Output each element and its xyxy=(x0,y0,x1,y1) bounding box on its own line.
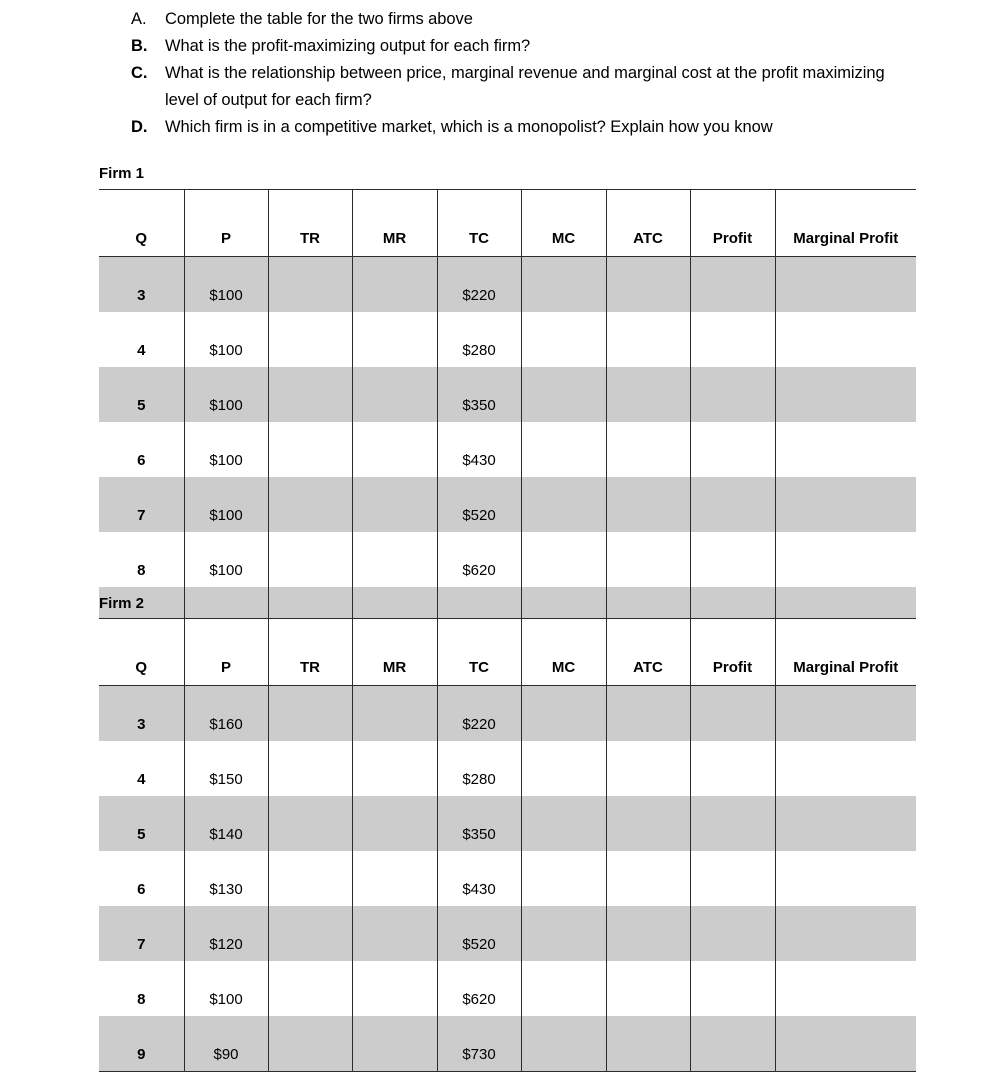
question-item xyxy=(131,33,921,60)
cell-profit[interactable] xyxy=(690,796,775,851)
cell-tc: $280 xyxy=(437,741,521,796)
cell-tr[interactable] xyxy=(268,312,352,367)
question-item xyxy=(131,114,921,141)
column-header-q: Q xyxy=(99,190,184,257)
table-row xyxy=(99,796,916,851)
column-header-mc: MC xyxy=(521,190,606,257)
cell-tr[interactable] xyxy=(268,906,352,961)
column-header-tr: TR xyxy=(268,190,352,257)
cell-marginal-profit[interactable] xyxy=(775,367,916,422)
question-marker: D. xyxy=(131,118,148,136)
cell-mr[interactable] xyxy=(352,796,437,851)
cell-mc[interactable] xyxy=(521,961,606,1016)
cell-profit[interactable] xyxy=(690,906,775,961)
cell-tr[interactable] xyxy=(268,257,352,313)
cell-mr[interactable] xyxy=(352,1016,437,1072)
cell-atc[interactable] xyxy=(606,1016,690,1072)
question-text: What is the relationship between price, marginal revenue and marginal cost at the profit maximizing level of output for each firm? xyxy=(165,64,885,109)
cell-mr[interactable] xyxy=(352,851,437,906)
cell-p: $130 xyxy=(184,851,268,906)
question-item xyxy=(131,6,921,33)
cell-mr[interactable] xyxy=(352,422,437,477)
cell-marginal-profit[interactable] xyxy=(775,741,916,796)
cell-marginal-profit[interactable] xyxy=(775,1016,916,1072)
cell-mc[interactable] xyxy=(521,851,606,906)
cell-tr[interactable] xyxy=(268,686,352,742)
table-row xyxy=(99,741,916,796)
table-row xyxy=(99,532,916,587)
column-header-profit: Profit xyxy=(690,619,775,686)
cell-tr[interactable] xyxy=(268,367,352,422)
cell-q: 8 xyxy=(99,532,184,587)
cell-q: 9 xyxy=(99,1016,184,1072)
firm2-table xyxy=(99,618,916,1072)
cell-q: 4 xyxy=(99,312,184,367)
table-row xyxy=(99,367,916,422)
column-header-atc: ATC xyxy=(606,619,690,686)
cell-atc[interactable] xyxy=(606,851,690,906)
cell-mc[interactable] xyxy=(521,422,606,477)
cell-tc: $220 xyxy=(437,257,521,313)
cell-tr[interactable] xyxy=(268,796,352,851)
cell-atc[interactable] xyxy=(606,532,690,587)
table-row xyxy=(99,906,916,961)
cell-mc[interactable] xyxy=(521,741,606,796)
cell-profit[interactable] xyxy=(690,1016,775,1072)
cell-tr[interactable] xyxy=(268,961,352,1016)
cell-tr[interactable] xyxy=(268,851,352,906)
question-text: What is the profit-maximizing output for each firm? xyxy=(165,37,531,55)
cell-profit[interactable] xyxy=(690,961,775,1016)
column-header-marginal-profit: Marginal Profit xyxy=(775,619,916,686)
column-header-profit: Profit xyxy=(690,190,775,257)
cell-tc: $350 xyxy=(437,796,521,851)
column-header-marginal-profit: Marginal Profit xyxy=(775,190,916,257)
cell-tc: $430 xyxy=(437,422,521,477)
cell-profit[interactable] xyxy=(690,851,775,906)
cell-mc[interactable] xyxy=(521,367,606,422)
cell-profit[interactable] xyxy=(690,367,775,422)
cell-marginal-profit[interactable] xyxy=(775,477,916,532)
question-marker: C. xyxy=(131,64,148,82)
cell-p: $100 xyxy=(184,422,268,477)
table-row xyxy=(99,257,916,313)
firm2-table-header xyxy=(99,619,916,686)
cell-mc[interactable] xyxy=(521,312,606,367)
cell-profit[interactable] xyxy=(690,741,775,796)
cell-mr[interactable] xyxy=(352,532,437,587)
table-row xyxy=(99,477,916,532)
cell-p: $100 xyxy=(184,477,268,532)
firm2-header-row xyxy=(99,619,916,686)
cell-marginal-profit[interactable] xyxy=(775,257,916,313)
cell-mc[interactable] xyxy=(521,686,606,742)
table-row xyxy=(99,422,916,477)
cell-q: 5 xyxy=(99,367,184,422)
cell-atc[interactable] xyxy=(606,422,690,477)
cell-tr[interactable] xyxy=(268,1016,352,1072)
cell-marginal-profit[interactable] xyxy=(775,312,916,367)
cell-marginal-profit[interactable] xyxy=(775,961,916,1016)
cell-tr[interactable] xyxy=(268,422,352,477)
table-row xyxy=(99,961,916,1016)
cell-atc[interactable] xyxy=(606,477,690,532)
cell-mr[interactable] xyxy=(352,686,437,742)
column-header-mc: MC xyxy=(521,619,606,686)
cell-mr[interactable] xyxy=(352,367,437,422)
cell-profit[interactable] xyxy=(690,686,775,742)
cell-mr[interactable] xyxy=(352,312,437,367)
cell-p: $100 xyxy=(184,257,268,313)
cell-atc[interactable] xyxy=(606,741,690,796)
cell-marginal-profit[interactable] xyxy=(775,851,916,906)
cell-p: $100 xyxy=(184,367,268,422)
question-item xyxy=(131,60,921,114)
cell-atc[interactable] xyxy=(606,686,690,742)
cell-marginal-profit[interactable] xyxy=(775,532,916,587)
cell-q: 4 xyxy=(99,741,184,796)
column-header-tc: TC xyxy=(437,190,521,257)
firm2-label: Firm 2 xyxy=(99,595,145,612)
cell-marginal-profit[interactable] xyxy=(775,906,916,961)
cell-atc[interactable] xyxy=(606,961,690,1016)
cell-tr[interactable] xyxy=(268,477,352,532)
cell-q: 3 xyxy=(99,257,184,313)
cell-mr[interactable] xyxy=(352,477,437,532)
table-row xyxy=(99,1016,916,1072)
cell-atc[interactable] xyxy=(606,257,690,313)
table-row xyxy=(99,686,916,742)
cell-tc: $520 xyxy=(437,477,521,532)
cell-mc[interactable] xyxy=(521,477,606,532)
cell-p: $100 xyxy=(184,312,268,367)
firm2-table-body xyxy=(99,686,916,1072)
table-row xyxy=(99,312,916,367)
cell-p: $150 xyxy=(184,741,268,796)
cell-profit[interactable] xyxy=(690,532,775,587)
cell-p: $120 xyxy=(184,906,268,961)
cell-mr[interactable] xyxy=(352,741,437,796)
cell-tc: $520 xyxy=(437,906,521,961)
cell-mc[interactable] xyxy=(521,257,606,313)
cell-marginal-profit[interactable] xyxy=(775,796,916,851)
cell-tc: $730 xyxy=(437,1016,521,1072)
column-header-p: P xyxy=(184,190,268,257)
firm1-label: Firm 1 xyxy=(99,165,145,182)
column-header-atc: ATC xyxy=(606,190,690,257)
cell-profit[interactable] xyxy=(690,477,775,532)
cell-tc: $220 xyxy=(437,686,521,742)
cell-q: 6 xyxy=(99,422,184,477)
cell-profit[interactable] xyxy=(690,257,775,313)
question-text: Which firm is in a competitive market, which is a monopolist? Explain how you know xyxy=(165,118,773,136)
cell-q: 7 xyxy=(99,477,184,532)
question-text: Complete the table for the two firms above xyxy=(165,10,473,28)
cell-p: $140 xyxy=(184,796,268,851)
cell-mr[interactable] xyxy=(352,961,437,1016)
cell-atc[interactable] xyxy=(606,796,690,851)
cell-tc: $620 xyxy=(437,961,521,1016)
cell-mc[interactable] xyxy=(521,796,606,851)
cell-marginal-profit[interactable] xyxy=(775,686,916,742)
cell-profit[interactable] xyxy=(690,422,775,477)
column-header-tr: TR xyxy=(268,619,352,686)
cell-mc[interactable] xyxy=(521,532,606,587)
cell-tc: $430 xyxy=(437,851,521,906)
question-marker: A. xyxy=(131,10,147,28)
cell-mc[interactable] xyxy=(521,1016,606,1072)
firm2-table-container xyxy=(99,618,916,1072)
cell-atc[interactable] xyxy=(606,906,690,961)
cell-q: 7 xyxy=(99,906,184,961)
cell-mr[interactable] xyxy=(352,257,437,313)
cell-q: 8 xyxy=(99,961,184,1016)
cell-tr[interactable] xyxy=(268,741,352,796)
question-list xyxy=(131,6,921,141)
cell-p: $90 xyxy=(184,1016,268,1072)
firm1-table-header xyxy=(99,190,916,257)
cell-mc[interactable] xyxy=(521,906,606,961)
firm1-table-container xyxy=(99,189,916,643)
cell-profit[interactable] xyxy=(690,312,775,367)
cell-q: 3 xyxy=(99,686,184,742)
firm1-header-row xyxy=(99,190,916,257)
column-header-mr: MR xyxy=(352,190,437,257)
cell-tc: $350 xyxy=(437,367,521,422)
cell-atc[interactable] xyxy=(606,312,690,367)
firm1-table-body xyxy=(99,257,916,643)
cell-tc: $620 xyxy=(437,532,521,587)
column-header-p: P xyxy=(184,619,268,686)
question-marker: B. xyxy=(131,37,148,55)
cell-mr[interactable] xyxy=(352,906,437,961)
column-header-q: Q xyxy=(99,619,184,686)
cell-q: 5 xyxy=(99,796,184,851)
cell-tr[interactable] xyxy=(268,532,352,587)
cell-atc[interactable] xyxy=(606,367,690,422)
table-row xyxy=(99,851,916,906)
firm1-table xyxy=(99,189,916,643)
cell-marginal-profit[interactable] xyxy=(775,422,916,477)
cell-q: 6 xyxy=(99,851,184,906)
cell-p: $100 xyxy=(184,532,268,587)
column-header-tc: TC xyxy=(437,619,521,686)
column-header-mr: MR xyxy=(352,619,437,686)
cell-tc: $280 xyxy=(437,312,521,367)
cell-p: $100 xyxy=(184,961,268,1016)
cell-p: $160 xyxy=(184,686,268,742)
